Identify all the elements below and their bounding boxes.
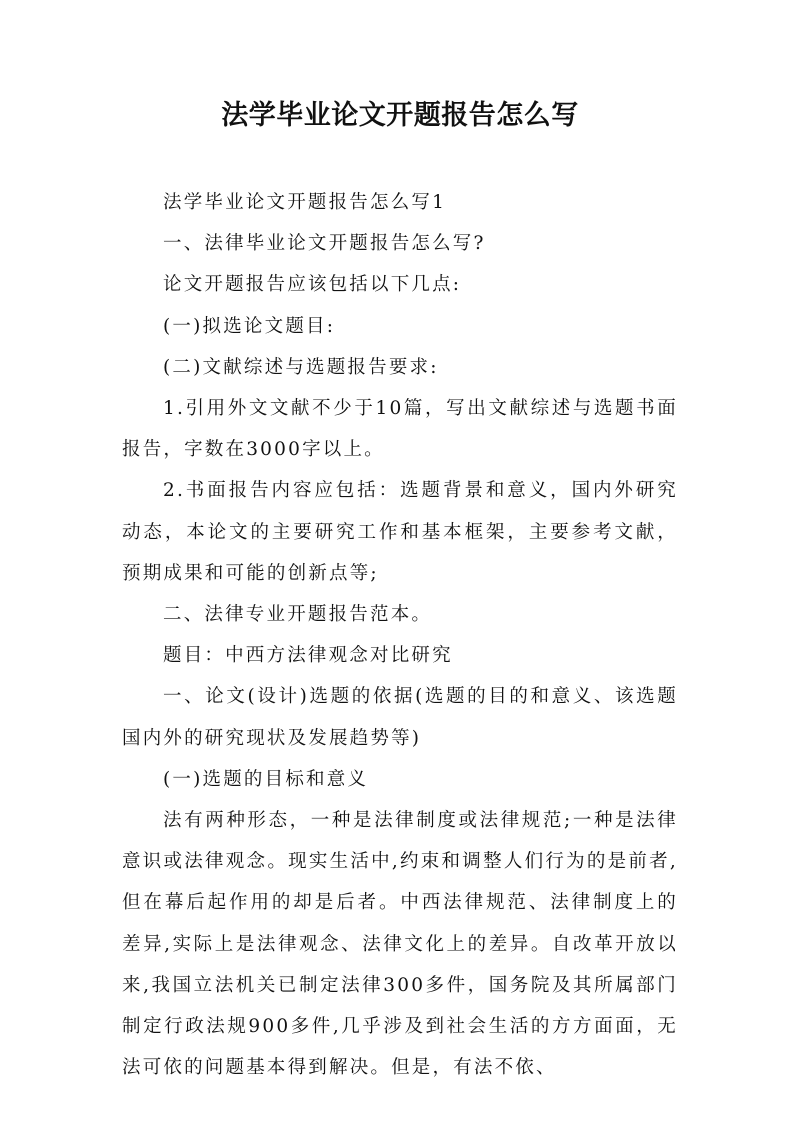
paragraph: (一)拟选论文题目: [163, 315, 336, 337]
paragraph: 题目：中西方法律观念对比研究 [163, 645, 453, 667]
paragraph: 法学毕业论文开题报告怎么写1 [163, 192, 447, 213]
paragraph: 一、法律毕业论文开题报告怎么写? [163, 233, 486, 255]
paragraph: 论文开题报告应该包括以下几点: [163, 274, 462, 296]
paragraph: 1.引用外文文献不少于10篇，写出文献综述与选题书面报告，字数在3000字以上。 [122, 398, 678, 461]
paragraph: 2.书面报告内容应包括：选题背景和意义，国内外研究动态，本论文的主要研究工作和基本框架，主要参考文献，预期成果和可能的创新点等; [122, 480, 678, 584]
document-body [122, 182, 678, 1088]
paragraph: 一、论文(设计)选题的依据(选题的目的和意义、该选题国内外的研究现状及发展趋势等) [122, 686, 678, 749]
paragraph: (二)文献综述与选题报告要求: [163, 356, 439, 378]
paragraph: 法有两种形态，一种是法律制度或法律规范;一种是法律意识或法律观念。现实生活中,约束和调整人们行为的是前者,但在幕后起作用的却是后者。中西法律规范、法律制度上的差异,实际上是法律观念、法律文化上的差异。自改革开放以来,我国立法机关已制定法律300多件，国务院及其所属部门制定行政法规900多件,几乎涉及到社会生活的方方面面，无法可依的问题基本得到解决。但是，有法不依、 [122, 810, 678, 1079]
paragraph: 二、法律专业开题报告范本。 [163, 604, 433, 626]
paragraph: (一)选题的目标和意义 [163, 768, 369, 790]
document-title: 法学毕业论文开题报告怎么写 [221, 100, 579, 131]
